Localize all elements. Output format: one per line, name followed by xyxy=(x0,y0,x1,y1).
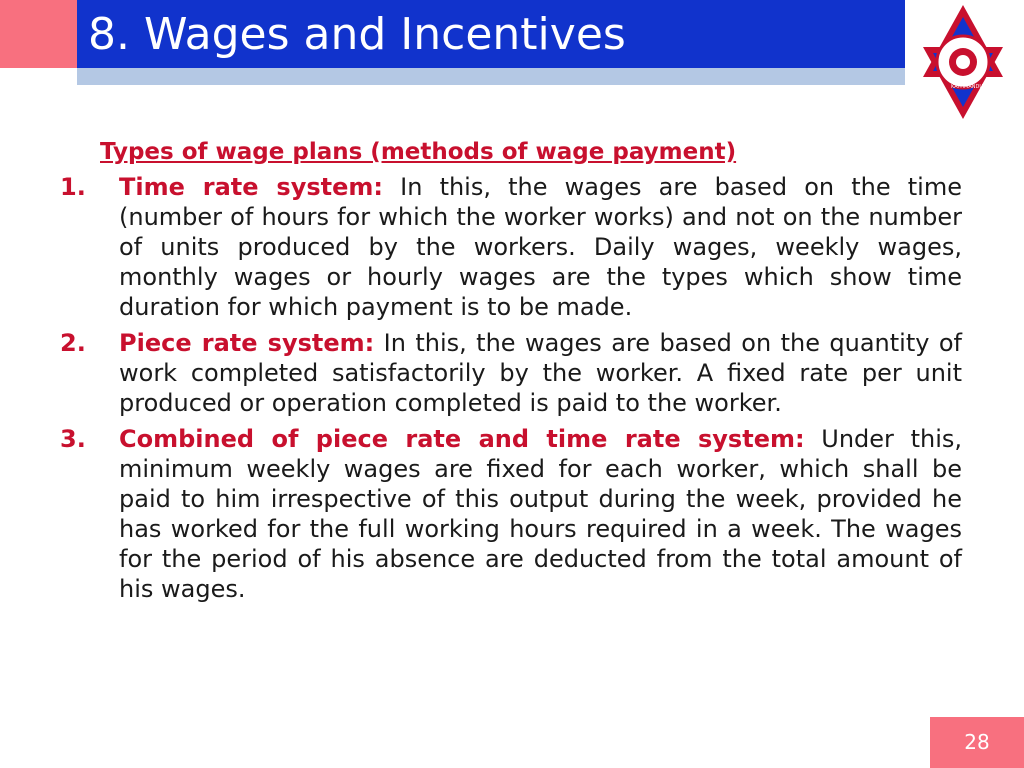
nepal-emblem-logo xyxy=(913,3,1013,121)
page-title: 8. Wages and Incentives xyxy=(88,9,626,60)
header-accent-block xyxy=(0,0,77,68)
page-number-box xyxy=(930,717,1024,768)
list-item-number: 3. xyxy=(60,425,86,453)
list-item-term: Time rate system: xyxy=(119,173,383,201)
list-item-text: In this, the wages are based on the time (number of hours for which the worker works) and not on the number of units produced by the workers. Daily wages, weekly wages, monthly wages or hourly wages are the types which show time duration for which payment is to be made. xyxy=(119,173,962,321)
page-number: 28 xyxy=(964,730,990,754)
list-item xyxy=(60,172,962,322)
title-underline-band xyxy=(77,68,905,85)
list-item-number: 2. xyxy=(60,329,86,357)
content-area xyxy=(60,136,962,610)
list-item-text: Under this, minimum weekly wages are fixed for each worker, which shall be paid to him irrespective of this output during the week, provided he has worked for the full working hours required in a week. The wages for the period of his absence are deducted from the total amount of his wages. xyxy=(119,425,962,603)
list-item-term: Piece rate system: xyxy=(119,329,375,357)
list-item-text: In this, the wages are based on the quantity of work completed satisfactorily by the worker. A fixed rate per unit produced or operation completed is paid to the worker. xyxy=(119,329,962,417)
list-item xyxy=(60,328,962,418)
list-item xyxy=(60,424,962,604)
section-subheading: Types of wage plans (methods of wage payment) xyxy=(100,139,737,165)
list-item-number: 1. xyxy=(60,173,86,201)
list-item-term: Combined of piece rate and time rate system: xyxy=(119,425,805,453)
logo-text-side: NEPAL xyxy=(983,84,999,90)
logo-text-top: KATHMANDU xyxy=(951,84,984,90)
